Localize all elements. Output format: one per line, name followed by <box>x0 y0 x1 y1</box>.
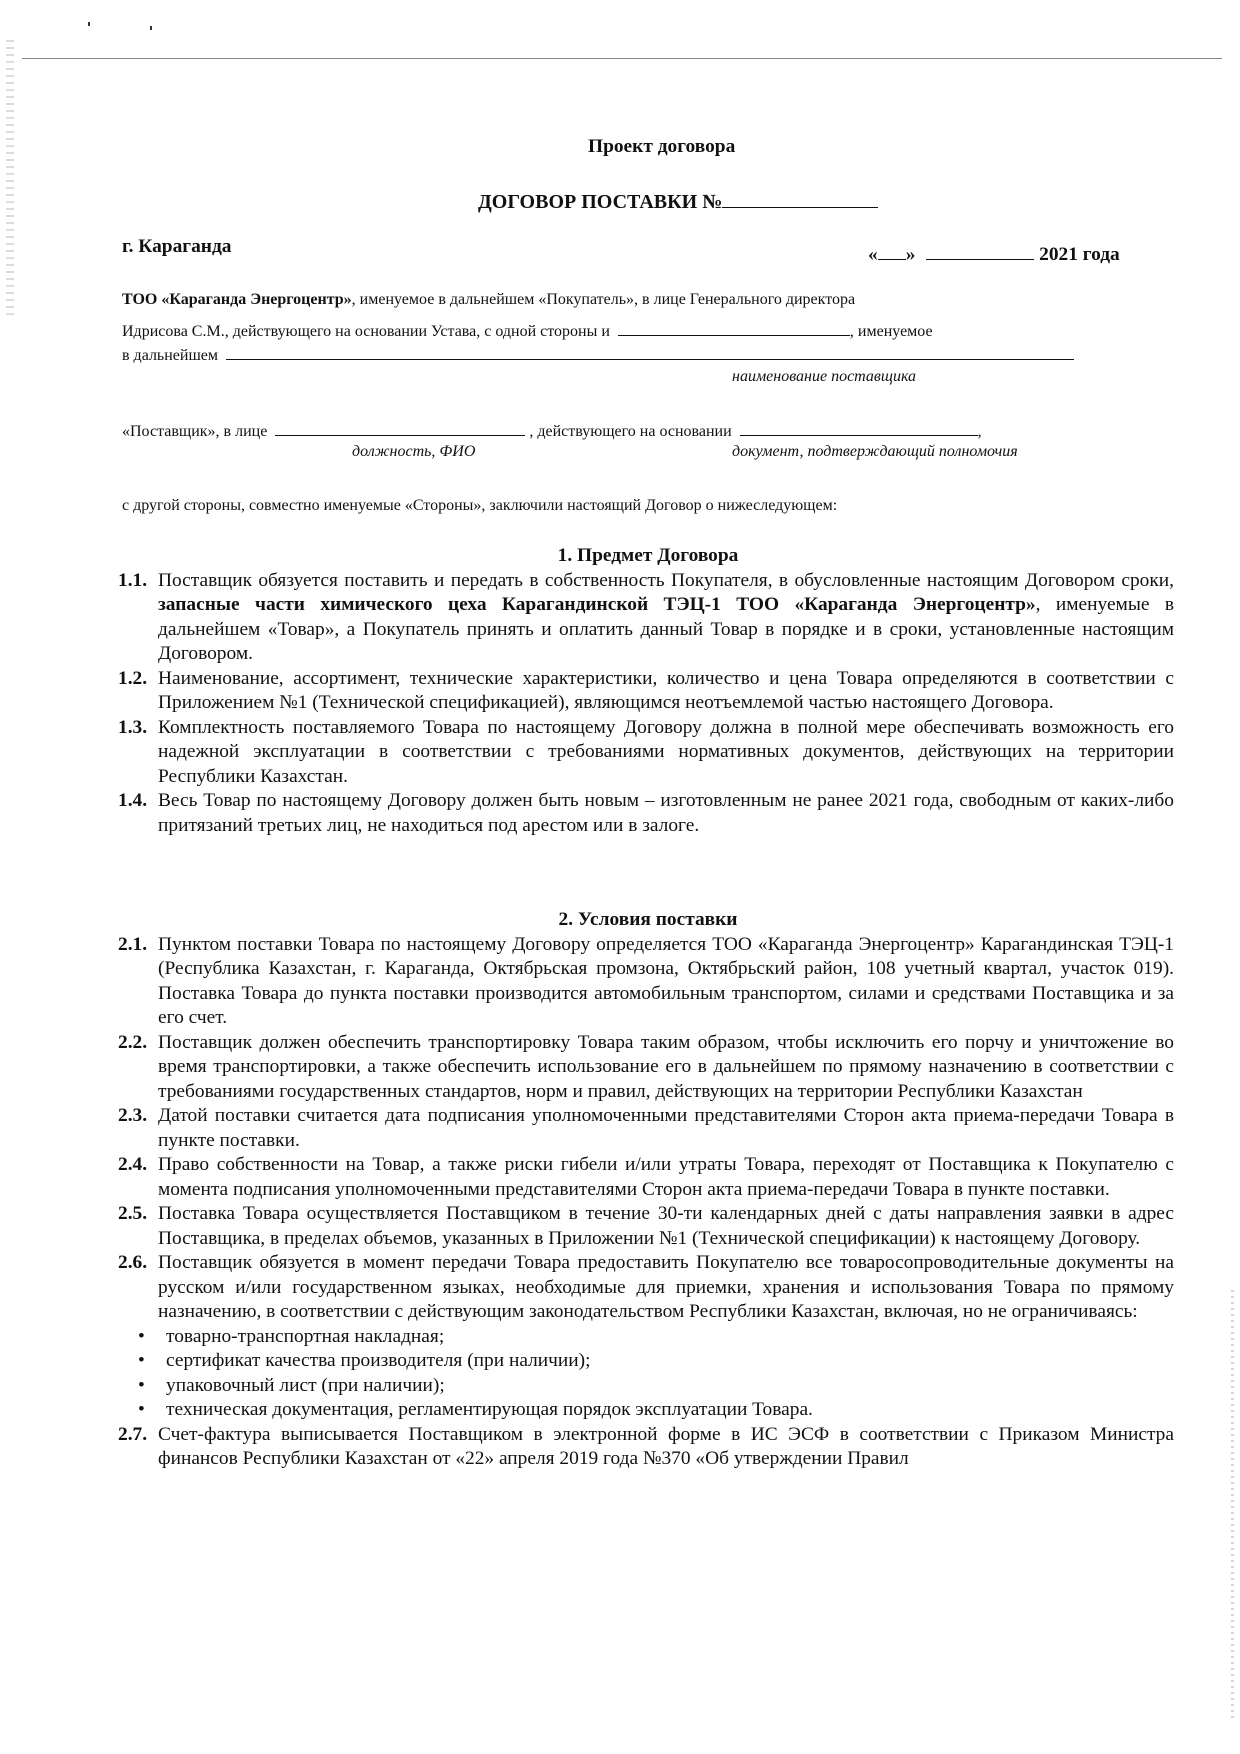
clause-number: 2.5. <box>118 1203 148 1224</box>
bullet-icon: • <box>138 1374 145 1396</box>
hint-document: документ, подтверждающий полномочия <box>732 443 1018 460</box>
intro-text-4: в дальнейшем <box>122 347 218 364</box>
bullet-icon: • <box>138 1325 145 1347</box>
contract-title-text: ДОГОВОР ПОСТАВКИ № <box>478 191 723 213</box>
date-open-quote: « <box>868 244 878 265</box>
scan-left-margin-marks <box>6 40 14 320</box>
list-item-text: сертификат качества производителя (при наличии); <box>166 1350 591 1371</box>
trailing-comma: , <box>977 423 982 440</box>
clause-text: Весь Товар по настоящему Договору должен быть новым – изготовленным не ранее 2021 года, свободным от каких-либо притязаний третьих лиц, не находиться под арестом или в залоге. <box>158 790 1174 836</box>
documents-list <box>122 1325 1174 1423</box>
bullet-icon: • <box>138 1350 145 1371</box>
scan-speck <box>150 26 152 30</box>
contract-number-blank <box>722 188 878 208</box>
list-item-text: упаковочный лист (при наличии); <box>166 1374 445 1396</box>
parties-line-1 <box>122 291 855 309</box>
clause-text: Датой поставки считается дата подписания уполномоченными представителями Сторон акта приема-передачи Товара в пункте поставки. <box>158 1105 1174 1151</box>
clause-number: 1.1. <box>118 569 148 591</box>
parties-line-2 <box>122 316 933 341</box>
list-item-text: товарно-транспортная накладная; <box>166 1325 445 1347</box>
parties-closing: с другой стороны, совместно именуемые «Стороны», заключили настоящий Договор о нижеследующем: <box>122 497 838 514</box>
section-1-title: 1. Предмет Договора <box>557 545 739 566</box>
supplier-label: «Поставщик», в лице <box>122 423 268 440</box>
supplier-name-blank <box>618 316 850 336</box>
clause-text: , именуемые в дальнейшем «Товар», а Покупатель принять и оплатить данный Товар в порядке и в сроки, установленные настоящим Договором. <box>158 594 1175 664</box>
clause-number: 1.2. <box>118 667 148 689</box>
list-item <box>122 1374 1174 1399</box>
buyer-name: ТОО «Караганда Энергоцентр» <box>122 291 352 308</box>
section-2 <box>118 908 1174 1472</box>
clause-2-6 <box>118 1251 1174 1325</box>
clause-number: 2.7. <box>118 1423 148 1445</box>
scan-top-rule <box>22 58 1222 59</box>
clause-text: Счет-фактура выписывается Поставщиком в электронной форме в ИС ЭСФ в соответствии с Приказом Министра финансов Республики Казахстан от «22» апреля 2019 года №370 «Об утверждении Правил <box>158 1423 1174 1469</box>
clause-2-1 <box>118 933 1174 1031</box>
date-close-quote: » <box>905 244 916 265</box>
parties-line-3 <box>122 340 1074 365</box>
clause-number: 2.1. <box>118 933 148 955</box>
intro-text-1: , именуемое в дальнейшем «Покупатель», в лице Генерального директора <box>351 291 856 308</box>
section-1 <box>118 544 1175 838</box>
scan-right-margin-marks <box>1231 1290 1234 1720</box>
clause-2-7 <box>118 1423 1174 1472</box>
list-item <box>122 1349 1174 1374</box>
date-day-blank <box>878 240 906 260</box>
clause-1-3 <box>118 716 1174 790</box>
intro-text-3: , именуемое <box>849 323 933 340</box>
list-item <box>122 1325 1174 1350</box>
clause-text: Поставщик должен обеспечить транспортировку Товара таким образом, чтобы исключить его порчу и уничтожение во время транспортировки, а также обеспечить использование его в дальнейшем по прямому назначению в соответствии с требованиями государственных стандартов, норм и правил, действующих на территории Республики Казахстан <box>158 1031 1174 1102</box>
hint-position: должность, ФИО <box>352 443 476 460</box>
clause-text-bold: запасные части химического цеха Карагандинской ТЭЦ-1 ТОО «Караганда Энергоцентр» <box>158 594 1036 615</box>
clause-text: Комплектность поставляемого Товара по настоящему Договору должна в полной мере обеспечивать возможность его надежной эксплуатации в соответствии с требованиями нормативных документов, действующих на территории Республики Казахстан. <box>158 716 1174 787</box>
clause-number: 2.4. <box>118 1154 148 1175</box>
hint-supplier-name: наименование поставщика <box>732 368 917 385</box>
clause-number: 2.3. <box>118 1105 148 1126</box>
supplier-rep-line <box>122 416 982 441</box>
list-item-text: техническая документация, регламентирующая порядок эксплуатации Товара. <box>166 1399 813 1420</box>
clause-text: Наименование, ассортимент, технические характеристики, количество и цена Товара определяются в соответствии с Приложением №1 (Технической спецификацией), являющимся неотъемлемой частью настоящего Договора. <box>158 667 1174 713</box>
section-2-title: 2. Условия поставки <box>558 909 738 930</box>
clause-2-5 <box>118 1202 1174 1251</box>
draft-label: Проект договора <box>588 136 736 157</box>
clause-text: Поставщик обязуется поставить и передать в собственность Покупателя, в обусловленные настоящим Договором сроки, <box>158 569 1174 591</box>
supplier-position-blank <box>275 416 525 436</box>
city: г. Караганда <box>122 236 232 257</box>
clause-number: 1.3. <box>118 716 148 738</box>
authority-document-blank <box>740 416 978 436</box>
clause-2-2 <box>118 1031 1174 1105</box>
clause-number: 2.2. <box>118 1031 148 1053</box>
acting-basis: , действующего на основании <box>529 423 732 440</box>
contract-date <box>868 240 1120 266</box>
date-month-blank <box>926 240 1034 260</box>
contract-title <box>478 188 878 214</box>
clause-number: 2.6. <box>118 1252 148 1273</box>
list-item <box>122 1398 1174 1423</box>
scan-speck <box>88 22 90 26</box>
clause-text: Поставка Товара осуществляется Поставщиком в течение 30-ти календарных дней с даты направления заявки в адрес Поставщика, в пределах объемов, указанных в Приложении №1 (Технической спецификации) к настоящему Договору. <box>158 1203 1174 1249</box>
clause-1-1 <box>118 569 1175 667</box>
intro-text-2: Идрисова С.М., действующего на основании Устава, с одной стороны и <box>122 323 610 340</box>
supplier-fullname-blank <box>226 340 1074 360</box>
clause-text: Право собственности на Товар, а также риски гибели и/или утраты Товара, переходят от Поставщика к Покупателю с момента подписания уполномоченными представителями Сторон акта приема-передачи Товара в пункте поставки. <box>158 1154 1174 1200</box>
clause-1-2 <box>118 667 1174 716</box>
clause-text: Поставщик обязуется в момент передачи Товара предоставить Покупателю все товаросопроводительные документы на русском и/или государственном языках, необходимые для приемки, хранения и использования Товара по прямому назначению, в соответствии с действующим законодательством Республики Казахстан, включая, но не ограничиваясь: <box>158 1252 1174 1322</box>
clause-2-3 <box>118 1104 1174 1153</box>
clause-number: 1.4. <box>118 790 148 811</box>
clause-text: Пунктом поставки Товара по настоящему Договору определяется ТОО «Караганда Энергоцентр» Карагандинская ТЭЦ-1 (Республика Казахстан, г. Караганда, Октябрьская промзона, Октябрьский район, 108 учетный квартал, участок 019). Поставка Товара до пункта поставки производится автомобильным транспортом, силами и средствами Поставщика и за его счет. <box>158 933 1174 1028</box>
clause-2-4 <box>118 1153 1174 1202</box>
bullet-icon: • <box>138 1399 145 1420</box>
date-year: 2021 года <box>1039 244 1120 265</box>
clause-1-4 <box>118 789 1174 838</box>
